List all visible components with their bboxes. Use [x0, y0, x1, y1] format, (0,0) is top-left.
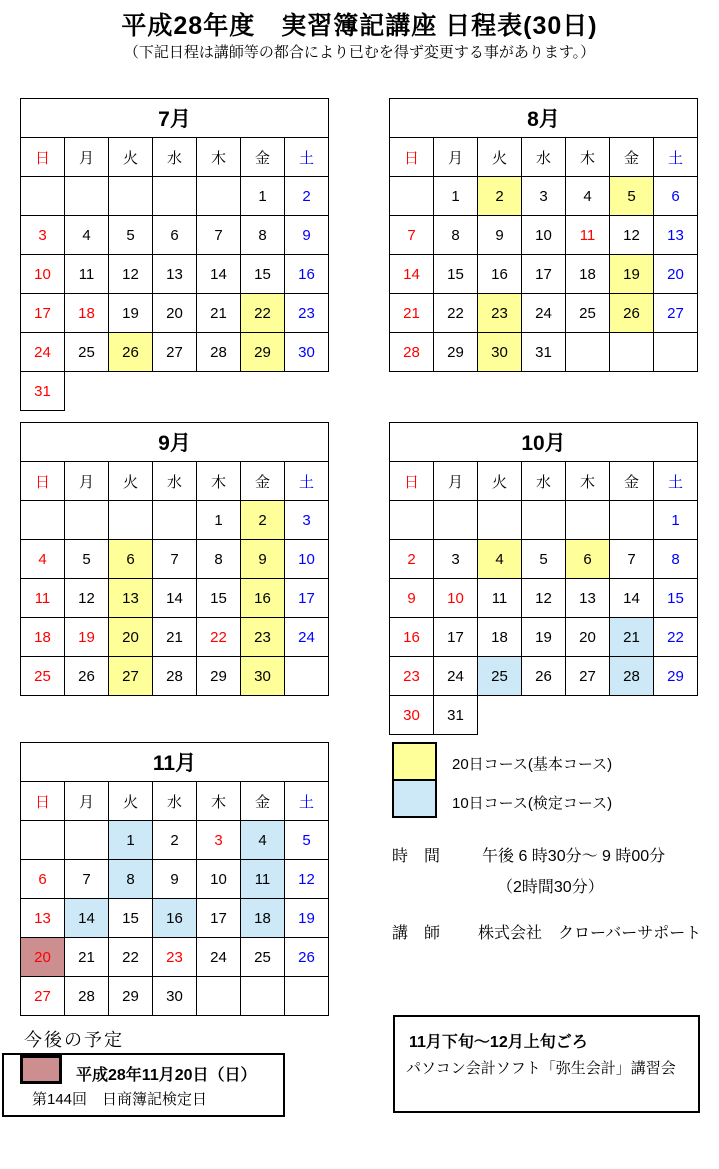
calendar-cell: 4	[566, 177, 610, 216]
calendar-cell: 11	[21, 579, 65, 618]
calendar-cell: 18	[21, 618, 65, 657]
calendar-cell: 19	[109, 294, 153, 333]
calendar-cell: 27	[566, 657, 610, 696]
weekday-header: 木	[197, 782, 241, 821]
calendar-empty-area	[566, 696, 610, 735]
calendar-cell: 28	[153, 657, 197, 696]
calendar-cell: 21	[65, 938, 109, 977]
calendar-cell: 16	[390, 618, 434, 657]
time-note: （2時間30分）	[497, 879, 604, 896]
calendar-table-september	[20, 422, 329, 696]
calendar-cell: 6	[566, 540, 610, 579]
calendar-cell: 19	[610, 255, 654, 294]
calendar-cell: 9	[241, 540, 285, 579]
calendar-month-title: 8月	[390, 99, 698, 138]
calendar-cell: 20	[109, 618, 153, 657]
calendar-cell: 14	[153, 579, 197, 618]
calendar-cell	[153, 177, 197, 216]
calendar-cell: 21	[153, 618, 197, 657]
calendar-cell: 29	[434, 333, 478, 372]
calendar-cell: 23	[241, 618, 285, 657]
calendar-cell: 28	[197, 333, 241, 372]
calendar-september	[20, 422, 329, 696]
weekday-header: 水	[522, 138, 566, 177]
weekday-header: 火	[478, 462, 522, 501]
calendar-cell: 21	[390, 294, 434, 333]
calendar-cell: 6	[109, 540, 153, 579]
calendar-cell: 26	[65, 657, 109, 696]
calendar-cell: 14	[390, 255, 434, 294]
calendar-cell	[65, 177, 109, 216]
calendar-cell: 9	[285, 216, 329, 255]
calendar-cell: 28	[65, 977, 109, 1016]
calendar-cell: 3	[197, 821, 241, 860]
weekday-header: 日	[390, 138, 434, 177]
calendar-cell: 15	[109, 899, 153, 938]
calendar-cell: 10	[21, 255, 65, 294]
calendar-empty-area	[285, 372, 329, 411]
calendar-cell: 4	[65, 216, 109, 255]
upcoming-box	[2, 1053, 285, 1117]
calendar-cell: 24	[522, 294, 566, 333]
calendar-cell: 20	[566, 618, 610, 657]
calendar-cell	[285, 977, 329, 1016]
calendar-cell: 17	[21, 294, 65, 333]
calendar-cell: 6	[153, 216, 197, 255]
calendar-cell	[21, 177, 65, 216]
legend-label-10day: 10日コース(検定コース)	[452, 795, 613, 812]
calendar-cell	[197, 177, 241, 216]
calendar-cell: 3	[21, 216, 65, 255]
calendar-cell: 19	[285, 899, 329, 938]
calendar-cell: 7	[153, 540, 197, 579]
calendar-cell: 25	[566, 294, 610, 333]
teacher-value: 株式会社 クローバーサポート	[478, 925, 702, 942]
calendar-cell: 29	[197, 657, 241, 696]
calendar-empty-area	[197, 372, 241, 411]
calendar-cell: 15	[197, 579, 241, 618]
calendar-cell: 13	[109, 579, 153, 618]
calendar-empty-area	[522, 696, 566, 735]
calendar-cell: 18	[65, 294, 109, 333]
calendar-cell: 16	[478, 255, 522, 294]
calendar-cell	[434, 501, 478, 540]
calendar-cell: 15	[241, 255, 285, 294]
weekday-header: 水	[153, 138, 197, 177]
calendar-cell: 12	[285, 860, 329, 899]
calendar-cell: 27	[109, 657, 153, 696]
calendar-cell: 24	[197, 938, 241, 977]
calendar-cell: 28	[610, 657, 654, 696]
calendar-cell	[390, 501, 434, 540]
weekday-header: 月	[434, 138, 478, 177]
calendar-cell: 10	[285, 540, 329, 579]
calendar-october	[389, 422, 698, 735]
weekday-header: 日	[21, 138, 65, 177]
exam-date-swatch	[20, 1055, 62, 1084]
calendar-cell: 4	[241, 821, 285, 860]
calendar-cell: 11	[478, 579, 522, 618]
calendar-cell: 1	[109, 821, 153, 860]
calendar-table-october	[389, 422, 698, 735]
calendar-cell: 2	[153, 821, 197, 860]
calendar-cell: 12	[522, 579, 566, 618]
calendar-cell: 4	[478, 540, 522, 579]
calendar-cell: 21	[610, 618, 654, 657]
time-label: 時 間	[392, 848, 441, 865]
calendar-empty-area	[478, 696, 522, 735]
legend-label-20day: 20日コース(基本コース)	[452, 756, 613, 773]
page-subtitle: （下記日程は講師等の都合により已むを得ず変更する事があります。）	[123, 44, 596, 61]
legend-swatch-20day	[392, 742, 437, 781]
calendar-cell: 14	[610, 579, 654, 618]
calendar-cell: 3	[434, 540, 478, 579]
calendar-cell	[109, 177, 153, 216]
weekday-header: 金	[241, 138, 285, 177]
weekday-header: 水	[153, 782, 197, 821]
calendar-cell: 14	[65, 899, 109, 938]
weekday-header: 土	[285, 462, 329, 501]
calendar-cell: 29	[654, 657, 698, 696]
calendar-cell: 30	[241, 657, 285, 696]
calendar-cell: 9	[390, 579, 434, 618]
calendar-cell: 27	[21, 977, 65, 1016]
weekday-header: 水	[522, 462, 566, 501]
calendar-cell: 10	[522, 216, 566, 255]
calendar-july	[20, 98, 329, 411]
calendar-cell: 11	[65, 255, 109, 294]
calendar-cell: 6	[654, 177, 698, 216]
calendar-cell: 18	[241, 899, 285, 938]
calendar-cell: 1	[434, 177, 478, 216]
calendar-cell: 7	[390, 216, 434, 255]
calendar-cell: 10	[434, 579, 478, 618]
calendar-cell: 26	[610, 294, 654, 333]
weekday-header: 木	[566, 462, 610, 501]
calendar-cell: 24	[434, 657, 478, 696]
calendar-cell: 8	[434, 216, 478, 255]
calendar-august	[389, 98, 698, 372]
calendar-cell: 20	[153, 294, 197, 333]
calendar-cell: 15	[434, 255, 478, 294]
calendar-cell	[610, 501, 654, 540]
notice-box	[393, 1015, 700, 1113]
calendar-cell: 25	[241, 938, 285, 977]
calendar-cell: 22	[654, 618, 698, 657]
calendar-cell: 12	[610, 216, 654, 255]
weekday-header: 木	[197, 138, 241, 177]
calendar-cell: 1	[654, 501, 698, 540]
calendar-cell: 20	[21, 938, 65, 977]
calendar-cell: 5	[522, 540, 566, 579]
exam-date: 平成28年11月20日（日）	[76, 1067, 257, 1084]
calendar-cell	[522, 501, 566, 540]
calendar-cell: 22	[197, 618, 241, 657]
calendar-cell: 5	[285, 821, 329, 860]
weekday-header: 木	[197, 462, 241, 501]
calendar-cell: 26	[522, 657, 566, 696]
legend-swatch-10day	[392, 779, 437, 818]
calendar-cell: 21	[197, 294, 241, 333]
calendar-cell: 5	[610, 177, 654, 216]
calendar-cell: 12	[109, 255, 153, 294]
calendar-table-july	[20, 98, 329, 411]
calendar-cell: 11	[566, 216, 610, 255]
calendar-cell: 2	[241, 501, 285, 540]
calendar-cell: 8	[109, 860, 153, 899]
calendar-cell: 22	[434, 294, 478, 333]
weekday-header: 月	[434, 462, 478, 501]
calendar-cell	[241, 977, 285, 1016]
calendar-cell: 16	[241, 579, 285, 618]
weekday-header: 日	[21, 462, 65, 501]
calendar-cell: 25	[21, 657, 65, 696]
calendar-cell: 1	[241, 177, 285, 216]
calendar-month-title: 9月	[21, 423, 329, 462]
time-value: 午後 6 時30分～ 9 時00分	[482, 848, 666, 865]
calendar-month-title: 10月	[390, 423, 698, 462]
calendar-cell: 4	[21, 540, 65, 579]
calendar-cell: 7	[65, 860, 109, 899]
calendar-cell	[654, 333, 698, 372]
notice-event: パソコン会計ソフト「弥生会計」講習会	[406, 1060, 676, 1077]
calendar-cell: 2	[285, 177, 329, 216]
calendar-cell: 10	[197, 860, 241, 899]
calendar-cell: 14	[197, 255, 241, 294]
calendar-cell: 19	[65, 618, 109, 657]
calendar-cell: 29	[241, 333, 285, 372]
calendar-cell: 5	[109, 216, 153, 255]
calendar-cell	[390, 177, 434, 216]
weekday-header: 金	[241, 462, 285, 501]
calendar-cell	[21, 821, 65, 860]
calendar-cell: 25	[478, 657, 522, 696]
calendar-cell: 3	[522, 177, 566, 216]
calendar-cell	[65, 501, 109, 540]
calendar-cell: 23	[390, 657, 434, 696]
calendar-cell: 9	[478, 216, 522, 255]
weekday-header: 木	[566, 138, 610, 177]
calendar-empty-area	[65, 372, 109, 411]
calendar-cell: 29	[109, 977, 153, 1016]
calendar-cell: 13	[153, 255, 197, 294]
page-title: 平成28年度 実習簿記講座 日程表(30日)	[121, 12, 598, 40]
calendar-cell: 30	[390, 696, 434, 735]
weekday-header: 土	[285, 782, 329, 821]
calendar-cell: 16	[285, 255, 329, 294]
calendar-cell: 27	[654, 294, 698, 333]
calendar-empty-area	[610, 696, 654, 735]
weekday-header: 日	[21, 782, 65, 821]
weekday-header: 土	[285, 138, 329, 177]
calendar-cell: 17	[197, 899, 241, 938]
calendar-empty-area	[241, 372, 285, 411]
weekday-header: 火	[478, 138, 522, 177]
calendar-cell: 17	[522, 255, 566, 294]
weekday-header: 金	[241, 782, 285, 821]
calendar-month-title: 11月	[21, 743, 329, 782]
upcoming-heading: 今後の予定	[24, 1030, 124, 1050]
notice-period: 11月下旬～12月上旬ごろ	[409, 1034, 588, 1051]
calendar-cell	[109, 501, 153, 540]
weekday-header: 火	[109, 462, 153, 501]
calendar-cell: 23	[478, 294, 522, 333]
calendar-empty-area	[109, 372, 153, 411]
calendar-cell: 2	[478, 177, 522, 216]
calendar-cell: 2	[390, 540, 434, 579]
calendar-cell: 18	[566, 255, 610, 294]
calendar-cell	[478, 501, 522, 540]
exam-event: 第144回 日商簿記検定日	[32, 1091, 208, 1108]
calendar-cell: 3	[285, 501, 329, 540]
calendar-cell: 23	[153, 938, 197, 977]
calendar-cell	[153, 501, 197, 540]
calendar-cell: 18	[478, 618, 522, 657]
calendar-cell: 17	[285, 579, 329, 618]
calendar-cell: 26	[285, 938, 329, 977]
calendar-cell: 13	[21, 899, 65, 938]
calendar-cell: 9	[153, 860, 197, 899]
calendar-cell: 5	[65, 540, 109, 579]
calendar-cell: 28	[390, 333, 434, 372]
weekday-header: 日	[390, 462, 434, 501]
calendar-cell: 7	[197, 216, 241, 255]
calendar-cell: 22	[109, 938, 153, 977]
weekday-header: 金	[610, 138, 654, 177]
calendar-cell: 23	[285, 294, 329, 333]
calendar-cell	[610, 333, 654, 372]
calendar-cell: 31	[434, 696, 478, 735]
calendar-cell: 30	[478, 333, 522, 372]
weekday-header: 土	[654, 462, 698, 501]
calendar-cell: 17	[434, 618, 478, 657]
calendar-cell: 24	[21, 333, 65, 372]
calendar-cell	[285, 657, 329, 696]
calendar-table-august	[389, 98, 698, 372]
calendar-cell	[21, 501, 65, 540]
calendar-cell: 20	[654, 255, 698, 294]
calendar-empty-area	[153, 372, 197, 411]
calendar-empty-area	[654, 696, 698, 735]
weekday-header: 水	[153, 462, 197, 501]
calendar-cell: 16	[153, 899, 197, 938]
calendar-cell: 30	[285, 333, 329, 372]
weekday-header: 金	[610, 462, 654, 501]
calendar-cell: 30	[153, 977, 197, 1016]
calendar-cell: 6	[21, 860, 65, 899]
calendar-cell: 13	[654, 216, 698, 255]
calendar-cell	[65, 821, 109, 860]
calendar-cell: 11	[241, 860, 285, 899]
legend-swatches	[392, 742, 437, 818]
weekday-header: 月	[65, 462, 109, 501]
calendar-cell: 1	[197, 501, 241, 540]
calendar-cell: 12	[65, 579, 109, 618]
calendar-cell: 8	[241, 216, 285, 255]
calendar-cell	[197, 977, 241, 1016]
calendar-cell: 25	[65, 333, 109, 372]
calendar-cell: 15	[654, 579, 698, 618]
weekday-header: 土	[654, 138, 698, 177]
weekday-header: 月	[65, 782, 109, 821]
calendar-cell	[566, 501, 610, 540]
calendar-cell: 13	[566, 579, 610, 618]
calendar-cell: 31	[522, 333, 566, 372]
calendar-cell: 8	[654, 540, 698, 579]
calendar-cell: 22	[241, 294, 285, 333]
weekday-header: 月	[65, 138, 109, 177]
calendar-cell: 27	[153, 333, 197, 372]
calendar-november	[20, 742, 329, 1016]
calendar-cell: 31	[21, 372, 65, 411]
calendar-cell: 24	[285, 618, 329, 657]
calendar-table-november	[20, 742, 329, 1016]
weekday-header: 火	[109, 138, 153, 177]
weekday-header: 火	[109, 782, 153, 821]
calendar-cell: 8	[197, 540, 241, 579]
calendar-cell: 7	[610, 540, 654, 579]
calendar-cell: 26	[109, 333, 153, 372]
calendar-cell: 19	[522, 618, 566, 657]
teacher-label: 講 師	[392, 925, 441, 942]
calendar-month-title: 7月	[21, 99, 329, 138]
calendar-cell	[566, 333, 610, 372]
